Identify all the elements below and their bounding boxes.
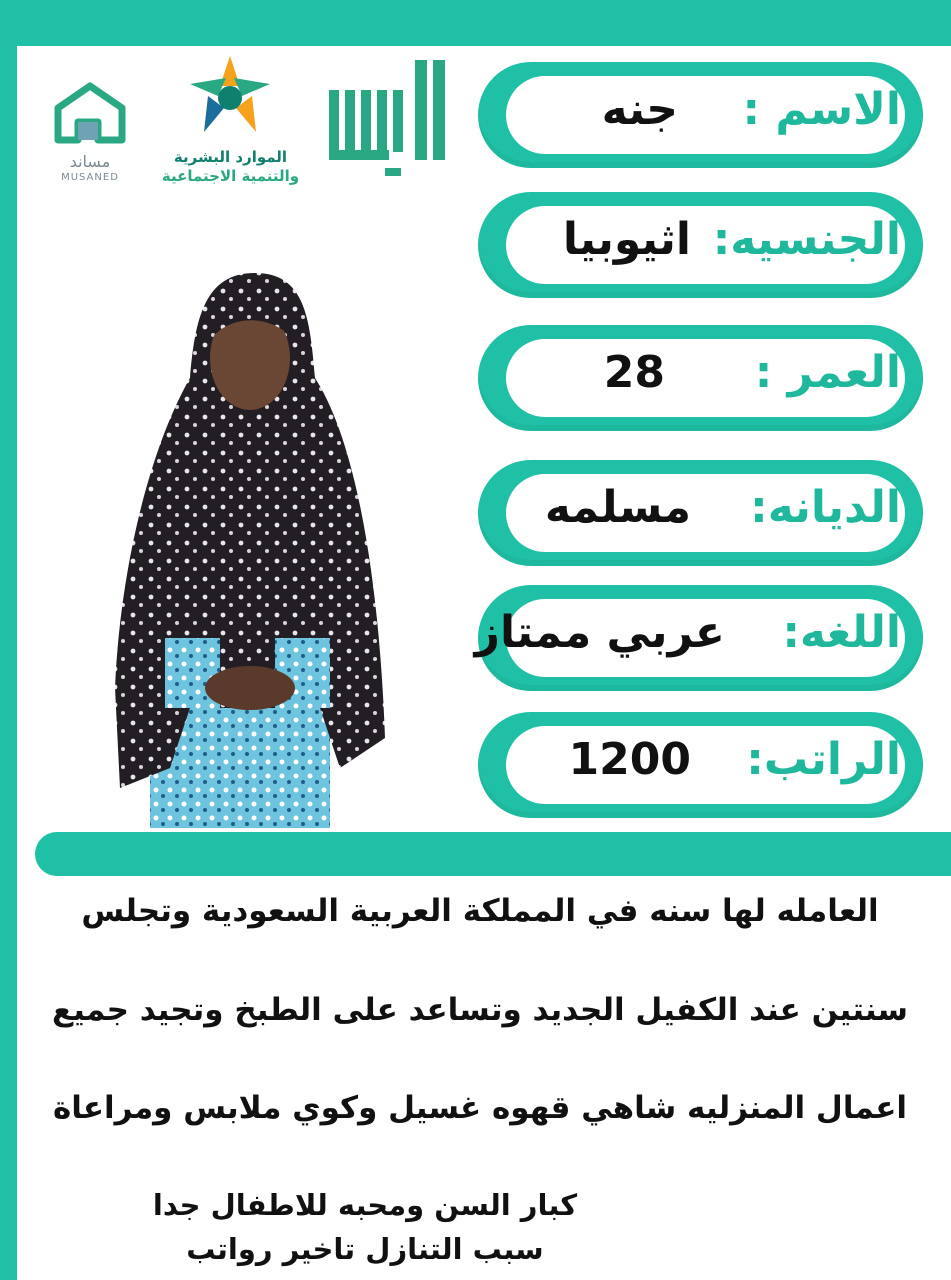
- field-nationality-value: اثيوبيا: [562, 214, 691, 265]
- field-language-label: اللغه:: [782, 607, 901, 658]
- field-name-label: الاسم :: [742, 84, 901, 135]
- field-language-pill: [474, 585, 923, 691]
- field-language-value: عربي ممتاز: [474, 607, 725, 658]
- hrsd-line-1: الموارد البشرية: [173, 148, 288, 166]
- field-name-pill: [478, 62, 923, 168]
- field-nationality-label: الجنسيه:: [712, 214, 901, 265]
- field-religion-label: الديانه:: [750, 482, 901, 533]
- absher-logo-icon: [325, 50, 455, 180]
- musaned-logo-text: مساند: [69, 152, 111, 171]
- description-line-4: كبار السن ومحبه للاطفال جدا: [152, 1188, 578, 1222]
- field-salary-value: 1200: [568, 734, 691, 785]
- worker-photo: [110, 268, 400, 828]
- description-line-3: اعمال المنزليه شاهي قهوه غسيل وكوي ملابس ومراعاة: [52, 1090, 908, 1126]
- field-salary-label: الراتب:: [746, 734, 901, 785]
- field-religion-value: مسلمه: [544, 482, 691, 533]
- description-line-2: سنتين عند الكفيل الجديد وتساعد على الطبخ وتجيد جميع: [51, 992, 908, 1028]
- divider-banner: [35, 832, 951, 876]
- description-line-1: العامله لها سنه في المملكة العربية السعودية وتجلس: [81, 893, 879, 929]
- field-salary-pill: [478, 712, 923, 818]
- field-age-label: العمر :: [754, 347, 901, 398]
- haraj-watermark: حراج: [808, 1198, 929, 1256]
- field-nationality-pill: [478, 192, 923, 298]
- hrsd-logo-text: [148, 148, 313, 186]
- musaned-logo-text-en: MUSANED: [61, 172, 119, 183]
- field-name-value: جنه: [601, 84, 678, 135]
- field-religion-pill: [478, 460, 923, 566]
- hrsd-line-2: والتنمية الاجتماعية: [161, 167, 300, 185]
- field-age-value: 28: [603, 347, 665, 398]
- description-line-5: سبب التنازل تاخير رواتب: [186, 1232, 544, 1266]
- field-age-pill: [478, 325, 923, 431]
